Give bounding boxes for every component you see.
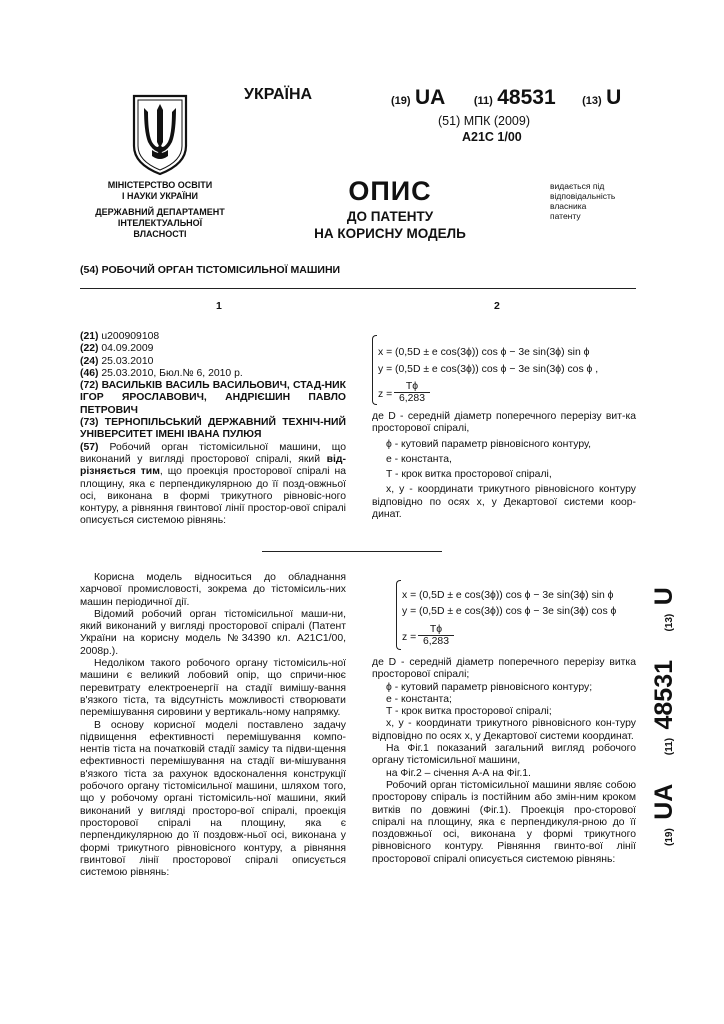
col-number-right: 2 [494,300,500,312]
definitions-bottom: де D - середній діаметр поперечного перерізу витка просторової спіралі; ϕ - кутовий параметр рівновісного контуру; e - константа; T - крок витка просторової спіралі; x, y - координати трикутного рівновісного кон-туру відповідно по осях x, y Декартової системи координат. На Фіг.1 показаний загальний вигляд робочого органу тістомісильної машини, на Фіг.2 – січення А-А на Фіг.1. Робочий орган тістомісильної машини являє собою просторову спіраль із постійним або змін-ним кроком витків по довжині (Фіг.1). Проекція про-сторової спіралі на площину, яка є перпендикуля-рною до її поздовжньої осі, виконана у формі трикутного рівновісного контуру. Рівняння гвинто-вої лінії просторової спіралі описується системою рівнянь: [372,657,636,865]
ipc-line: (51) МПК (2009) [438,114,530,128]
equation-z-label-bottom: z = [402,632,417,643]
side-code-19: (19) [664,828,675,846]
side-country-code: UA [650,783,678,820]
doc-subtitle-2: НА КОРИСНУ МОДЕЛЬ [314,226,466,241]
side-kind-code: U [650,587,678,606]
invention-title: (54) РОБОЧИЙ ОРГАН ТІСТОМІСИЛЬНОЇ МАШИНИ [80,264,341,276]
ministry-name: МІНІСТЕРСТВО ОСВІТИ І НАУКИ УКРАЇНИ [107,180,213,201]
country-code: UA [415,86,446,109]
equation-x-top: x = (0,5D ± e cos(3ϕ)) cos ϕ − 3e sin(3ϕ) sin ϕ [378,347,590,358]
bibliographic-data: (21) u200909108 (22) 04.09.2009 (24) 25.03.2010 (46) 25.03.2010, Бюл.№ 6, 2010 р. (72) ВАСИЛЬКІВ ВАСИЛЬ ВАСИЛЬОВИЧ, СТАД-НИК ІГОР ЯРОСЛАВОВИЧ, АНДРІЄШИН ПАВЛО ПЕТРОВИЧ (73) ТЕРНОПІЛЬСЬКИЙ ДЕРЖАВНИЙ ТЕХНІЧ-НИЙ УНІВЕРСИТЕТ ІМЕНІ ІВАНА ПУЛЮЯ (57) Робочий орган тістомісильної машини, що виконаний у вигляді просторової спіралі, який від-різняється тим, що проекція просторової спіралі на площину, яка є перпендикулярною до її позд-овжньої осі, виконана в формі трикутного рівновіс-ного контуру, а рівняння гвинтової лінії простор-ової спіралі описується системою рівнянь: [80,331,347,527]
col-number-left: 1 [216,300,222,312]
side-code-13: (13) [664,613,675,632]
equation-brace-top [372,335,377,405]
description-left: Корисна модель відноситься до обладнання харчової промисловості, зокрема до тістомісиль-них машин періодичної дії. Відомий робочий орган тістомісильної маши-ни, який виконаний у вигляді просторової спіралі (Патент України на корисну модель №34390 кл. А21С1/00, 2008р.). Недоліком такого робочого органу тістомісиль-ної машини є великий лобовий опір, що спричи-нює перевитрату електроенергії на стадії вимішу-вання в'язкого тіста, та відсутність можливості створювати перемішування сировини у вертикаль-ному напрямку. В основу корисної моделі поставлено задачу підвищення ефективності перемішування компо-нентів тіста на початковій стадії замісу та підви-щення ефективності перемішування на стадії ви-мішування в'язкого тіста за рахунок вдосконалення конструкції робочого органу тістомісильної машини, шляхом того, що у робочому органі тістомісиль-ної машини, який виконаний у вигляді просторо-вої спіралі, проекція просторової спіралі на площину, яка є перпендикулярною до її поздовж-ньої осі, виконана у формі трикутного рівновісного контуру, а рівняння гвинтової лінії просторової спіралі описується системою рівнянь: [80,572,346,879]
equation-z-fraction-top: $\frac{T\phi}{6,283}$ [394,381,430,404]
responsibility-note: видається під відповідальність власника патенту [550,181,616,221]
equation-z-fraction-bottom: $\frac{T\phi}{6,283}$ [418,624,454,647]
doc-title: ОПИС [348,176,432,206]
definitions-top: де D - середній діаметр поперечного перерізу вит-ка просторової спіралі, ϕ - кутовий параметр рівновісного контуру, e - константа, T - крок витка просторової спіралі, x, y - координати трикутного рівновісного контуру відповідно по осях x, y Декартової системи коор-динат. [372,411,636,521]
patent-id-line [391,86,621,110]
department-name: ДЕРЖАВНИЙ ДЕПАРТАМЕНТ ІНТЕЛЕКТУАЛЬНОЇ ВЛАСНОСТІ [95,207,225,239]
side-code-11: (11) [664,737,675,756]
patent-number: 48531 [497,86,556,109]
country-name: УКРАЇНА [244,86,313,103]
side-patent-number: 48531 [650,659,678,730]
code-11: (11) [473,95,493,107]
divider-top [80,288,636,289]
coat-of-arms-icon [130,92,190,178]
kind-code: U [606,86,622,109]
ipc-class: A21C 1/00 [462,130,522,144]
code-13: (13) [582,95,602,107]
code-19: (19) [391,95,411,107]
equation-z-label-top: z = [378,389,393,400]
equation-brace-bottom [396,580,401,650]
divider-middle [262,551,442,552]
equation-y-bottom: y = (0,5D ± e cos(3ϕ)) cos ϕ − 3e sin(3ϕ) cos ϕ [402,606,617,617]
doc-subtitle-1: ДО ПАТЕНТУ [346,209,434,224]
equation-y-top: y = (0,5D ± e cos(3ϕ)) cos ϕ − 3e sin(3ϕ) cos ϕ , [378,364,599,375]
side-patent-label [650,587,679,846]
equation-x-bottom: x = (0,5D ± e cos(3ϕ)) cos ϕ − 3e sin(3ϕ) sin ϕ [402,590,614,601]
